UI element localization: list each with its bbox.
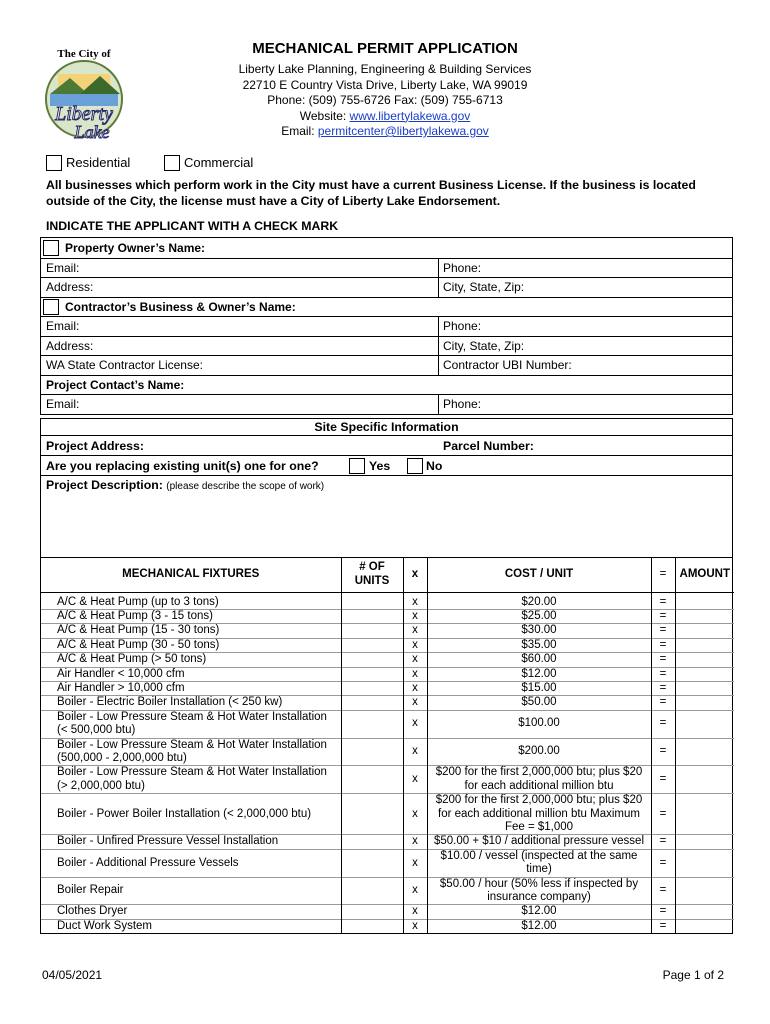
site-heading: Site Specific Information [41, 419, 732, 436]
equals-sign: = [651, 667, 675, 681]
fixture-row [41, 592, 734, 609]
multiply-sign: x [403, 877, 427, 905]
cost-per-unit: $10.00 / vessel (inspected at the same time) [427, 849, 651, 877]
owner-phone-field[interactable]: Phone: [443, 260, 482, 275]
cost-per-unit: $15.00 [427, 681, 651, 695]
contact-email-field[interactable]: Email: [41, 395, 439, 414]
fixture-name: Boiler Repair [57, 884, 124, 897]
units-input[interactable] [341, 849, 403, 877]
fixture-row [41, 905, 734, 919]
fixture-name: Clothes Dryer [57, 905, 128, 918]
multiply-sign: x [403, 592, 427, 609]
fixture-row [41, 849, 734, 877]
amount-input[interactable] [675, 667, 734, 681]
cost-per-unit: $200 for the first 2,000,000 btu; plus $20 for each additional million btu Maximum Fee = $1,000 [427, 794, 651, 835]
multiply-sign: x [403, 835, 427, 849]
amount-input[interactable] [675, 919, 734, 933]
logo-name-2: Lake [74, 122, 110, 142]
equals-sign: = [651, 738, 675, 766]
email-link[interactable]: permitcenter@libertylakewa.gov [317, 124, 489, 138]
website-label: Website: [299, 108, 350, 123]
multiply-sign: x [403, 794, 427, 835]
equals-sign: = [651, 710, 675, 738]
equals-sign: = [651, 766, 675, 794]
amount-input[interactable] [675, 849, 734, 877]
units-input[interactable] [341, 919, 403, 933]
units-input[interactable] [341, 624, 403, 638]
multiply-sign: x [403, 766, 427, 794]
cost-per-unit: $200 for the first 2,000,000 btu; plus $20 for each additional million btu [427, 766, 651, 794]
fixture-name: A/C & Heat Pump (15 - 30 tons) [57, 624, 220, 637]
units-input[interactable] [341, 638, 403, 652]
mechanical-fixtures-table [41, 558, 734, 933]
units-input[interactable] [341, 905, 403, 919]
indicate-heading: INDICATE THE APPLICANT WITH A CHECK MARK [46, 219, 339, 233]
fixture-name: Air Handler < 10,000 cfm [57, 667, 185, 680]
revision-date: 04/05/2021 [42, 968, 103, 982]
units-input[interactable] [341, 609, 403, 623]
fixture-name: Air Handler > 10,000 cfm [57, 681, 185, 694]
project-description-field[interactable] [41, 476, 732, 558]
commercial-checkbox[interactable] [164, 155, 180, 171]
units-input[interactable] [341, 592, 403, 609]
owner-name-field[interactable]: Property Owner’s Name: [65, 240, 206, 255]
site-specific-section [40, 418, 733, 934]
units-input[interactable] [341, 794, 403, 835]
units-input[interactable] [341, 835, 403, 849]
multiply-sign: x [403, 919, 427, 933]
contact-phone-field[interactable]: Phone: [443, 397, 482, 412]
contractor-checkbox[interactable] [43, 299, 59, 315]
multiply-sign: x [403, 609, 427, 623]
project-description-hint: (please describe the scope of work) [166, 481, 325, 492]
parcel-number-field[interactable]: Parcel Number: [443, 438, 534, 453]
units-input[interactable] [341, 653, 403, 667]
amount-input[interactable] [675, 696, 734, 710]
cost-per-unit: $50.00 / hour (50% less if inspected by insurance company) [427, 877, 651, 905]
equals-sign: = [651, 592, 675, 609]
fixture-row [41, 919, 734, 933]
logo-name-1: Liberty [55, 103, 113, 125]
amount-input[interactable] [675, 638, 734, 652]
owner-city-field[interactable]: City, State, Zip: [443, 280, 525, 295]
multiply-sign: x [403, 738, 427, 766]
contractor-license-field[interactable]: WA State Contractor License: [41, 356, 439, 375]
no-checkbox[interactable] [407, 458, 423, 474]
fixture-row [41, 667, 734, 681]
department: Liberty Lake Planning, Engineering & Building Services [238, 62, 532, 76]
office-address-block [150, 62, 620, 140]
applicant-table [40, 237, 733, 415]
project-description-label: Project Description: [46, 478, 163, 492]
commercial-label: Commercial [183, 155, 254, 171]
equals-sign: = [651, 849, 675, 877]
cost-per-unit: $12.00 [427, 667, 651, 681]
cost-per-unit: $30.00 [427, 624, 651, 638]
equals-sign: = [651, 681, 675, 695]
header-amount: AMOUNT [675, 558, 734, 592]
project-address-field[interactable]: Project Address: [46, 438, 144, 453]
phone-fax: Phone: (509) 755-6726 Fax: (509) 755-6713 [267, 93, 503, 107]
header-x: x [403, 558, 427, 592]
equals-sign: = [651, 877, 675, 905]
contractor-name-field[interactable]: Contractor’s Business & Owner’s Name: [65, 299, 296, 314]
fixture-name: Boiler - Additional Pressure Vessels [57, 856, 239, 869]
contractor-address-field[interactable]: Address: [41, 337, 439, 356]
cost-per-unit: $25.00 [427, 609, 651, 623]
amount-input[interactable] [675, 766, 734, 794]
no-label: No [426, 458, 443, 473]
amount-input[interactable] [675, 710, 734, 738]
units-input[interactable] [341, 681, 403, 695]
amount-input[interactable] [675, 681, 734, 695]
owner-checkbox[interactable] [43, 240, 59, 256]
header-cost: COST / UNIT [427, 558, 651, 592]
cost-per-unit: $50.00 + $10 / additional pressure vessel [427, 835, 651, 849]
equals-sign: = [651, 696, 675, 710]
fixture-name: A/C & Heat Pump (30 - 50 tons) [57, 638, 220, 651]
equals-sign: = [651, 905, 675, 919]
cost-per-unit: $60.00 [427, 653, 651, 667]
fixture-row [41, 696, 734, 710]
units-input[interactable] [341, 667, 403, 681]
equals-sign: = [651, 835, 675, 849]
replacing-question: Are you replacing existing unit(s) one for one? [46, 458, 319, 473]
amount-input[interactable] [675, 653, 734, 667]
amount-input[interactable] [675, 905, 734, 919]
amount-input[interactable] [675, 592, 734, 609]
page-number: Page 1 of 2 [662, 968, 724, 982]
amount-input[interactable] [675, 738, 734, 766]
page-title: MECHANICAL PERMIT APPLICATION [252, 40, 518, 57]
amount-input[interactable] [675, 609, 734, 623]
amount-input[interactable] [675, 877, 734, 905]
header-equals: = [651, 558, 675, 592]
multiply-sign: x [403, 849, 427, 877]
fixture-row [41, 681, 734, 695]
amount-input[interactable] [675, 835, 734, 849]
units-input[interactable] [341, 877, 403, 905]
equals-sign: = [651, 794, 675, 835]
email-label: Email: [281, 124, 318, 138]
fixture-row [41, 766, 734, 794]
fixture-row [41, 624, 734, 638]
residential-checkbox[interactable] [46, 155, 62, 171]
fixture-name: A/C & Heat Pump (up to 3 tons) [57, 595, 219, 608]
units-input[interactable] [341, 710, 403, 738]
equals-sign: = [651, 638, 675, 652]
units-input[interactable] [341, 766, 403, 794]
amount-input[interactable] [675, 624, 734, 638]
contractor-phone-field[interactable]: Phone: [443, 319, 482, 334]
street-address: 22710 E Country Vista Drive, Liberty Lake, WA 99019 [242, 77, 528, 92]
owner-address-field[interactable]: Address: [41, 278, 439, 297]
equals-sign: = [651, 919, 675, 933]
multiply-sign: x [403, 638, 427, 652]
equals-sign: = [651, 624, 675, 638]
multiply-sign: x [403, 905, 427, 919]
header-units: # OF UNITS [341, 558, 403, 592]
cost-per-unit: $100.00 [427, 710, 651, 738]
fixture-row [41, 794, 734, 835]
cost-per-unit: $35.00 [427, 638, 651, 652]
multiply-sign: x [403, 624, 427, 638]
equals-sign: = [651, 653, 675, 667]
fixture-row [41, 877, 734, 905]
fixture-row [41, 638, 734, 652]
permit-type-row [46, 154, 253, 171]
fixture-row [41, 835, 734, 849]
logo-top-text: The City of [57, 48, 111, 60]
fixture-name: Boiler - Electric Boiler Installation (< 250 kw) [57, 696, 283, 709]
cost-per-unit: $50.00 [427, 696, 651, 710]
fixture-name: A/C & Heat Pump (> 50 tons) [57, 653, 207, 666]
website-link[interactable]: www.libertylakewa.gov [349, 108, 471, 123]
contact-name-field[interactable]: Project Contact’s Name: [46, 377, 185, 392]
fixture-name: A/C & Heat Pump (3 - 15 tons) [57, 609, 213, 622]
fixture-row [41, 609, 734, 623]
multiply-sign: x [403, 696, 427, 710]
amount-input[interactable] [675, 794, 734, 835]
multiply-sign: x [403, 681, 427, 695]
owner-email-field[interactable]: Email: [41, 259, 439, 278]
business-license-notice: All businesses which perform work in the City must have a current Business License. If the business is located outside of the City, the license must have a City of Liberty Lake Endorsement. [46, 178, 696, 208]
residential-label: Residential [66, 155, 131, 171]
fixture-row [41, 710, 734, 738]
fixture-name: Boiler - Power Boiler Installation (< 2,000,000 btu) [57, 807, 312, 820]
multiply-sign: x [403, 653, 427, 667]
fixture-name: Boiler - Unfired Pressure Vessel Installation [57, 835, 279, 848]
yes-label: Yes [369, 458, 391, 473]
fixture-name: Boiler - Low Pressure Steam & Hot Water Installation (> 2,000,000 btu) [57, 766, 327, 792]
cost-per-unit: $20.00 [427, 592, 651, 609]
multiply-sign: x [403, 710, 427, 738]
contractor-email-field[interactable]: Email: [41, 317, 439, 336]
fixture-name: Duct Work System [57, 919, 152, 932]
units-input[interactable] [341, 738, 403, 766]
units-input[interactable] [341, 696, 403, 710]
cost-per-unit: $12.00 [427, 905, 651, 919]
fixture-row [41, 738, 734, 766]
equals-sign: = [651, 609, 675, 623]
fixture-name: Boiler - Low Pressure Steam & Hot Water Installation (500,000 - 2,000,000 btu) [57, 738, 327, 764]
yes-checkbox[interactable] [349, 458, 365, 474]
multiply-sign: x [403, 667, 427, 681]
header-fixtures: MECHANICAL FIXTURES [41, 558, 341, 592]
fixture-row [41, 653, 734, 667]
cost-per-unit: $200.00 [427, 738, 651, 766]
contractor-ubi-field[interactable]: Contractor UBI Number: [443, 358, 572, 373]
contractor-city-field[interactable]: City, State, Zip: [443, 338, 525, 353]
cost-per-unit: $12.00 [427, 919, 651, 933]
fixture-name: Boiler - Low Pressure Steam & Hot Water Installation (< 500,000 btu) [57, 710, 327, 737]
city-logo [40, 44, 128, 144]
